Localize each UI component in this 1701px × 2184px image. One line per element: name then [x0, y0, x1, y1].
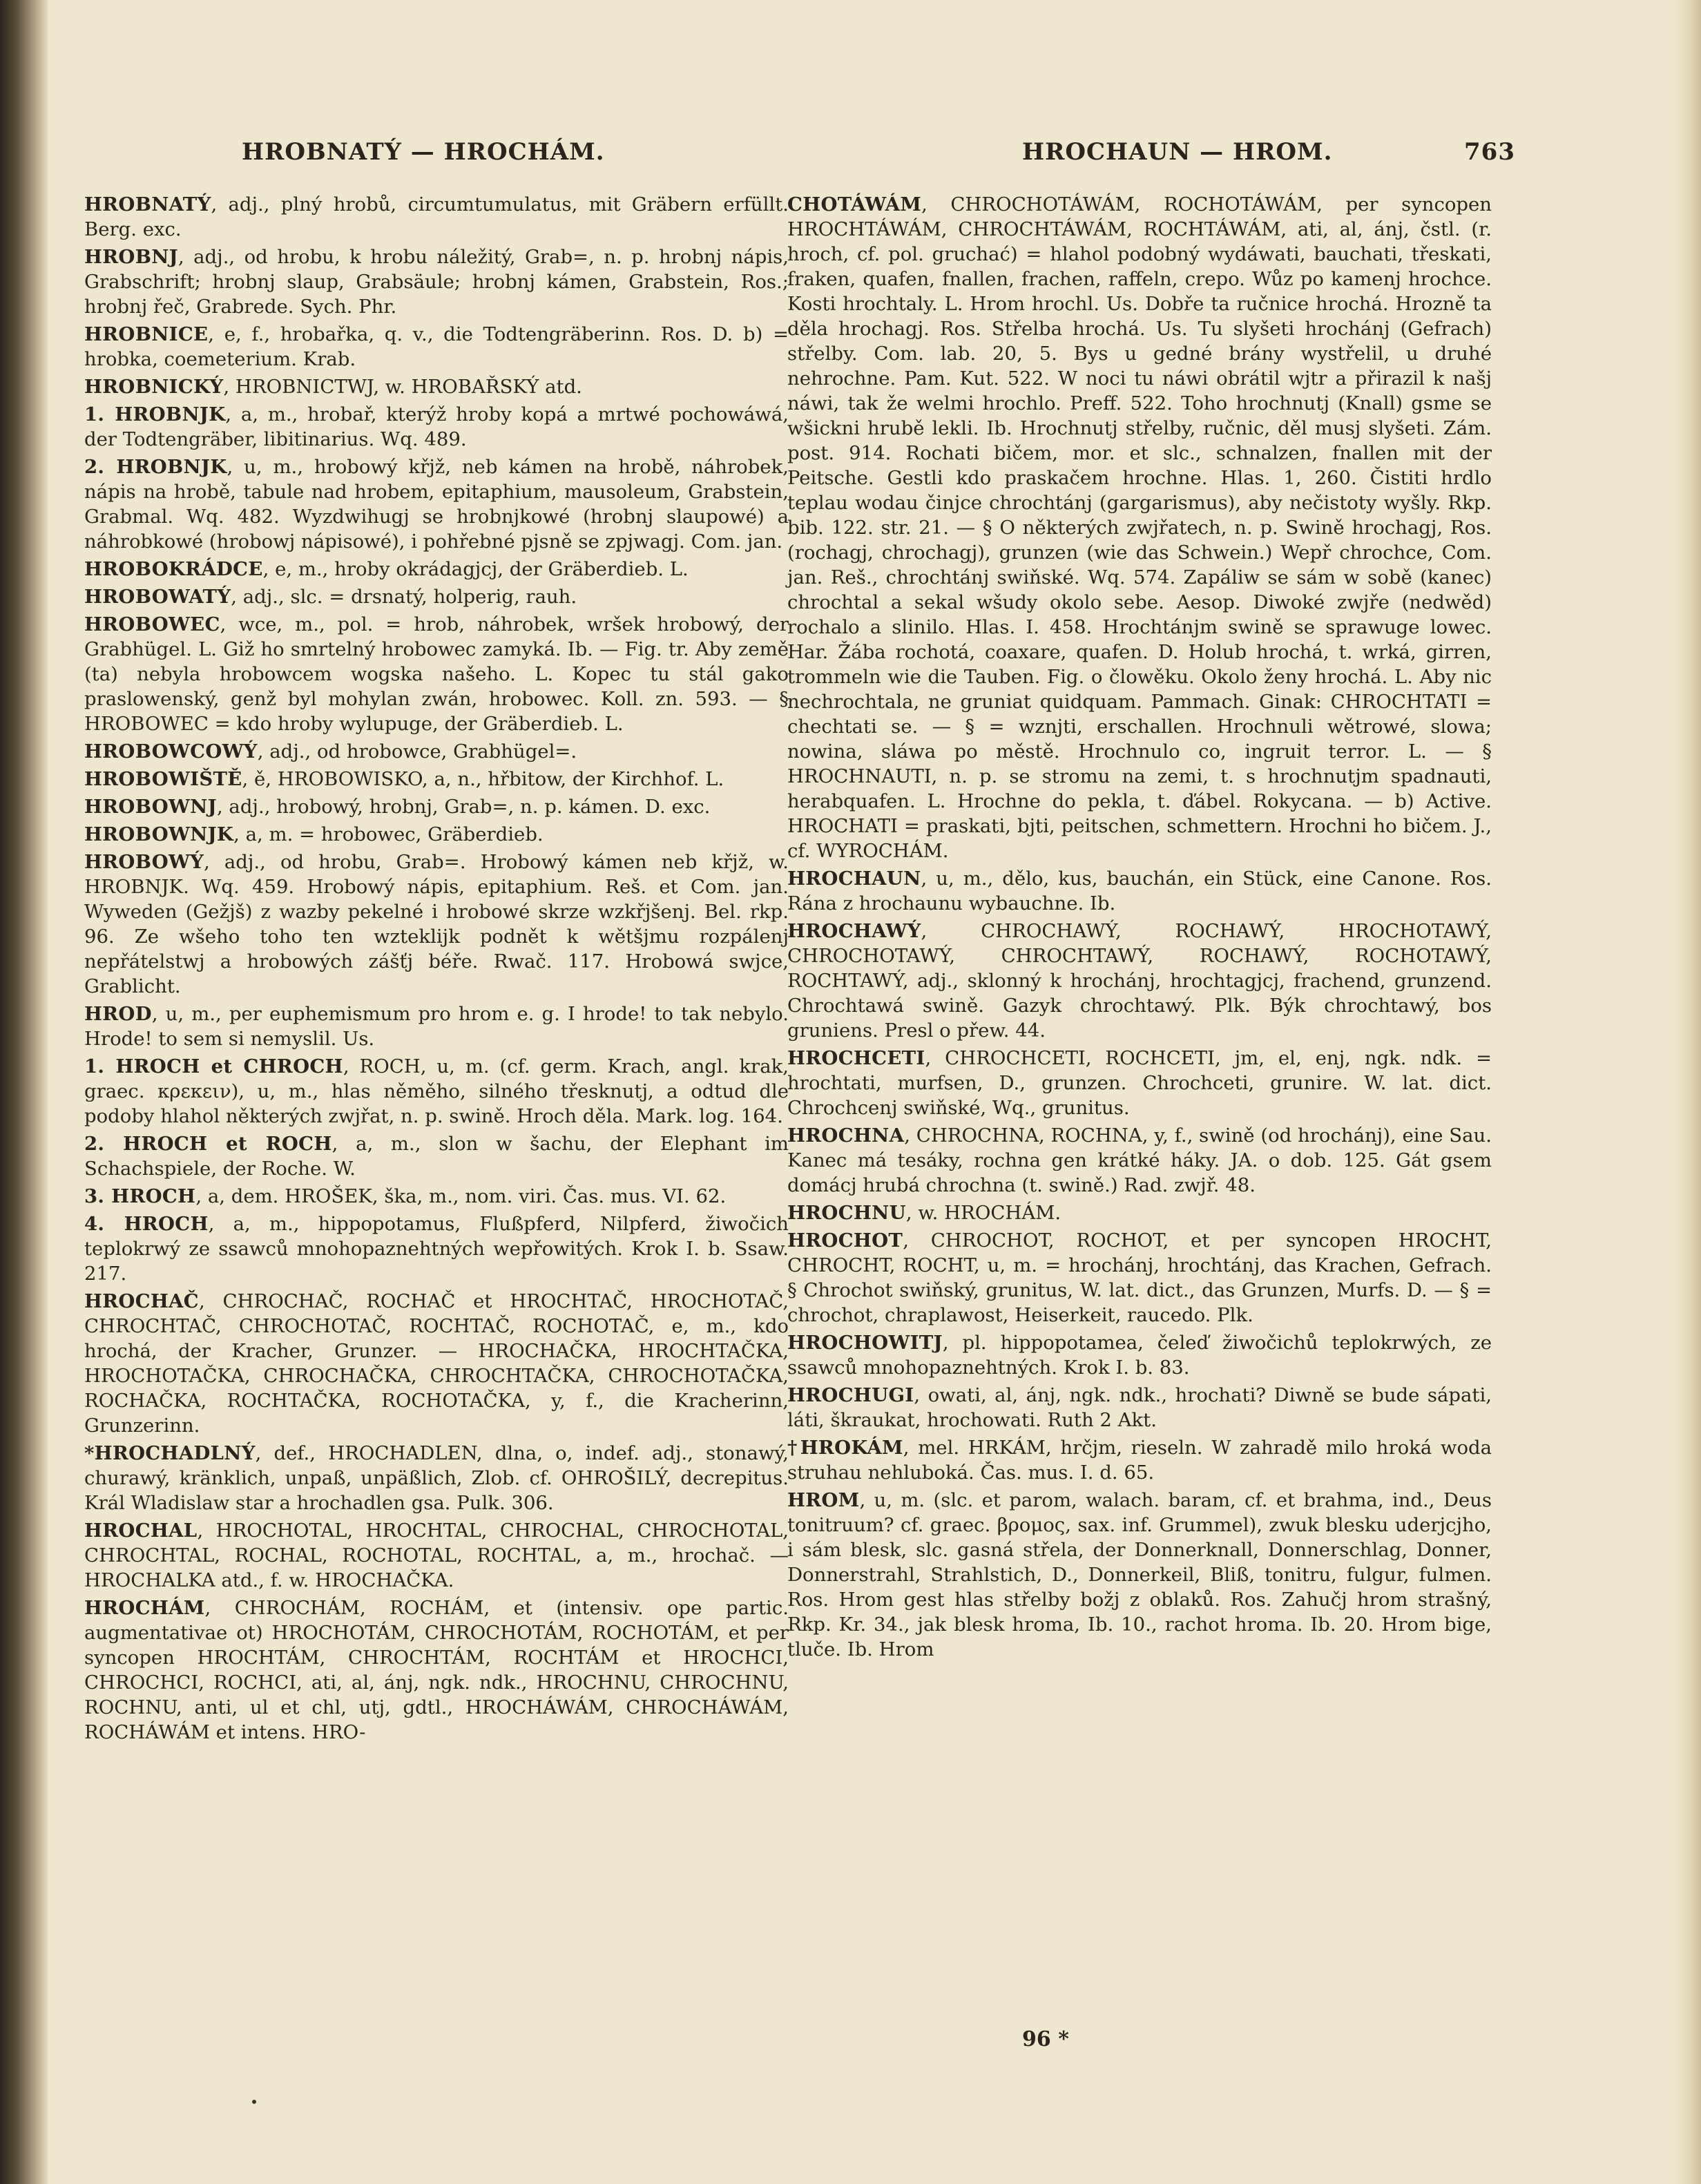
headword: HROCHNA — [787, 1124, 905, 1147]
entry-hroch-4: 4. HROCH, a, m., hippopotamus, Flußpferd, Nilpferd, žiwočich teplokrwý ze ssawců mnohopaznehtných wepřowitých. Krok I. b. Ssaw. 217. — [84, 1213, 789, 1285]
left-column — [84, 192, 789, 1747]
entry-hrochal: HROCHAL, HROCHOTAL, HROCHTAL, CHROCHAL, CHROCHOTAL, CHROCHTAL, ROCHAL, ROCHOTAL, ROCHTAL, a, m., hrochač. — HROCHALKA atd., f. w. HROCHAČKA. — [84, 1520, 789, 1591]
entry-hrochceti: HROCHCETI, CHROCHCETI, ROCHCETI, jm, el, enj, ngk. ndk. = hrochtati, murfsen, D., grunzen. Chrochceti, grunire. W. lat. dict. Chrochcenj swiňské, Wq., grunitus. — [787, 1047, 1492, 1119]
running-head — [83, 138, 1515, 173]
signature-mark: 96 * — [1022, 2027, 1069, 2051]
headword: HROBOWÝ — [84, 851, 204, 873]
entry-hrod: HROD, u, m., per euphemismum pro hrom e. g. I hrode! to tak nebylo. Hrode! to sem si nemyslil. Us. — [84, 1003, 789, 1050]
entry-hrochac: HROCHAČ, CHROCHAČ, ROCHAČ et HROCHTAČ, HROCHOTAČ, CHROCHTAČ, CHROCHOTAČ, ROCHTAČ, ROCHOTAČ, e, m., kdo hrochá, der Kracher, Grunzer. — HROCHAČKA, HROCHTAČKA, HROCHOTAČKA, CHROCHAČKA, CHROCHTAČKA, CHROCHOTAČKA, ROCHAČKA, ROCHTAČKA, ROCHOTAČKA, y, f., die Kracherinn, Grunzerinn. — [84, 1290, 789, 1437]
entry-hrochowitj: HROCHOWITJ, pl. hippopotamea, čeleď žiwočichů teplokrwých, ze ssawců mnohopaznehtných. Krok I. b. 83. — [787, 1332, 1492, 1379]
entry-hrobowcowy: HROBOWCOWÝ, adj., od hrobowce, Grabhügel=. — [84, 740, 577, 763]
headword: †HROKÁM — [787, 1437, 903, 1459]
entry-hroch-1: 1. HROCH et CHROCH, ROCH, u, m. (cf. germ. Krach, angl. krak, graec. κρεκειν), u, m., hlas něměho, silného třesknutj, a odtud dle podoby hlahol některých zwjřat, n. p. swině. Hroch děla. Mark. log. 164. — [84, 1055, 789, 1127]
entry-hrobnice: HROBNICE, e, f., hrobařka, q. v., die Todtengräberinn. Ros. D. b) = hrobka, coemeterium. Krab. — [84, 323, 789, 370]
entry-hroch-2: 2. HROCH et ROCH, a, m., slon w šachu, der Elephant im Schachspiele, der Roche. W. — [84, 1133, 789, 1180]
ink-speck — [252, 2100, 256, 2104]
entry-hrochugi: HROCHUGI, owati, al, ánj, ngk. ndk., hrochati? Diwně se bude sápati, láti, škraukat, hrochowati. Ruth 2 Akt. — [787, 1384, 1492, 1431]
page-number: 763 — [1464, 138, 1515, 166]
entry-hrochot: HROCHOT, CHROCHOT, ROCHOT, et per syncopen HROCHT, CHROCHT, ROCHT, u, m. = hrochánj, hrochtánj, das Krachen, Gefrach. § Chrochot swiňský, grunitus, W. lat. dict., das Grunzen, Murfs. D. — § = chrochot, chraplawost, Heiserkeit, raucedo. Plk. — [787, 1229, 1492, 1326]
entry-hrochawy: HROCHAWÝ, CHROCHAWÝ, ROCHAWÝ, HROCHOTAWÝ, CHROCHOTAWÝ, CHROCHTAWÝ, ROCHAWÝ, ROCHOTAWÝ, ROCHTAWÝ, adj., sklonný k hrochánj, hrochtagjcj, frachend, grunzend. Chrochtawá swině. Gazyk chrochtawý. Plk. Býk chrochtawý, bos gruniens. Presl o přew. 44. — [787, 920, 1492, 1042]
entry-hrobnaty: HROBNATÝ, adj., plný hrobů, circumtumulatus, mit Gräbern erfüllt. Berg. exc. — [84, 193, 789, 240]
entry-hrobnicky: HROBNICKÝ, HROBNICTWJ, w. HROBAŘSKÝ atd. — [84, 376, 582, 398]
entry-hrobnjk-2: 2. HROBNJK, u, m., hrobowý křjž, neb kámen na hrobě, náhrobek, nápis na hrobě, tabule nad hrobem, epitaphium, mausoleum, Grabstein, Grabmal. Wq. 482. Wyzdwihugj se hrobnjkowé (hrobnj slaupowé) a náhrobkowé (hrobowj nápisowé), i pohřebné pjsně se zpjwagj. Com. jan. — [84, 456, 789, 553]
headword: HROBOWATÝ — [84, 586, 231, 608]
headword: HROBNJ — [84, 246, 178, 268]
book-gutter — [0, 0, 48, 2184]
entry-hrocham: HROCHÁM, CHROCHÁM, ROCHÁM, et (intensiv. ope partic. augmentativae ot) HROCHOTÁM, CHROCHOTÁM, ROCHOTÁM, et per syncopen HROCHTÁM, CHROCHTÁM, ROCHTÁM et HROCHCI, CHROCHCI, ROCHCI, ati, al, ánj, ngk. ndk., HROCHNU, CHROCHNU, ROCHNU, anti, ul et chl, utj, gdtl., HROCHÁWÁM, CHROCHÁWÁM, ROCHÁWÁM et intens. HRO- — [84, 1597, 789, 1743]
headword: CHOTÁWÁM — [787, 193, 922, 215]
headword: HROBOWNJK — [84, 823, 234, 845]
entry-hrobnj: HROBNJ, adj., od hrobu, k hrobu náležitý, Grab=, n. p. hrobnj nápis, Grabschrift; hrobnj slaup, Grabsäule; hrobnj kámen, Grabstein, Ros.; hrobnj řeč, Grabrede. Sych. Phr. — [84, 246, 789, 318]
headword: 2. HROBNJK — [84, 456, 227, 478]
header-right: HROCHAUN — HROM. — [1022, 138, 1333, 166]
headword: HROCHCETI — [787, 1047, 925, 1069]
entry-hrobowy: HROBOWÝ, adj., od hrobu, Grab=. Hrobowý kámen neb křjž, w. HROBNJK. Wq. 459. Hrobowý nápis, epitaphium. Reš. et Com. jan. Wyweden (Gežjš) z wazby pekelné i hrobowé skrze wzkřjšenj. Bel. rkp. 96. Ze wšeho toho ten wzteklijk podnět k wětšjmu rozpálenj nepřátelstwj a hrobowých zášťj béře. Rwač. 117. Hrobowá swjce, Grablicht. — [84, 851, 789, 997]
headword: HROCHAČ — [84, 1290, 199, 1312]
headword: HROBOWCOWÝ — [84, 740, 258, 763]
right-column — [787, 192, 1492, 1665]
entry-hrobowiste: HROBOWIŠTĚ, ě, HROBOWISKO, a, n., hřbitow, der Kirchhof. L. — [84, 768, 724, 790]
headword: HROBOWNJ — [84, 796, 217, 818]
headword: HROM — [787, 1489, 860, 1511]
entry-hrobnjk-1: 1. HROBNJK, a, m., hrobař, kterýž hroby kopá a mrtwé pochowáwá, der Todtengräber, libitinarius. Wq. 489. — [84, 403, 789, 450]
headword: 3. HROCH — [84, 1185, 196, 1207]
header-left: HROBNATÝ — HROCHÁM. — [242, 138, 605, 166]
headword: HROCHNU — [787, 1202, 906, 1224]
headword: *HROCHADLNÝ — [84, 1442, 256, 1464]
headword: HROBOWIŠTĚ — [84, 768, 242, 790]
entry-hrobownjk: HROBOWNJK, a, m. = hrobowec, Gräberdieb. — [84, 823, 544, 845]
headword: HROCHOT — [787, 1229, 903, 1252]
headword: HROCHOWITJ — [787, 1332, 943, 1354]
headword: 4. HROCH — [84, 1213, 209, 1235]
entry-hrobowec: HROBOWEC, wce, m., pol. = hrob, náhrobek, wršek hrobowý, der Grabhügel. L. Giž ho smrtelný hrobowec zamyká. Ib. — Fig. tr. Aby země (ta) nebyla hrobowcem wogska našeho. L. Kopec tu stál gako praslowenský, genž byl mohylan zwán, hrobowec. Koll. zn. 593. — § HROBOWEC = kdo hroby wylupuge, der Gräberdieb. L. — [84, 613, 789, 735]
headword: 2. HROCH et ROCH — [84, 1133, 332, 1155]
entry-hrochaun: HROCHAUN, u, m., dělo, kus, bauchán, ein Stück, eine Canone. Ros. Rána z hrochaunu wybauchne. Ib. — [787, 868, 1492, 914]
entry-hrokam: †HROKÁM, mel. HRKÁM, hrčjm, rieseln. W zahradě milo hroká woda struhau nehluboká. Čas. mus. I. d. 65. — [787, 1437, 1492, 1484]
headword: HROCHUGI — [787, 1384, 914, 1406]
headword: HROCHAL — [84, 1520, 198, 1542]
entry-hroch-3: 3. HROCH, a, dem. HROŠEK, ška, m., nom. viri. Čas. mus. VI. 62. — [84, 1185, 727, 1207]
entry-hrochadlny: *HROCHADLNÝ, def., HROCHADLEN, dlna, o, indef. adj., stonawý, churawý, kränklich, unpaß, unpäßlich, Zlob. cf. OHROŠILÝ, decrepitus. Král Wladislaw star a hrochadlen gsa. Pulk. 306. — [84, 1442, 789, 1514]
entry-hrochnu: HROCHNU, w. HROCHÁM. — [787, 1202, 1061, 1224]
headword: HROBNICE — [84, 323, 209, 345]
headword: HROCHÁM — [84, 1597, 205, 1619]
headword: HROBOKRÁDCE — [84, 558, 263, 580]
entry-hrobokradce: HROBOKRÁDCE, e, m., hroby okrádagjcj, der Gräberdieb. L. — [84, 558, 689, 580]
headword: HROBOWEC — [84, 613, 220, 635]
entry-hrobowaty: HROBOWATÝ, adj., slc. = drsnatý, holperig, rauh. — [84, 586, 577, 608]
entry-hrocham-cont: CHOTÁWÁM, CHROCHOTÁWÁM, ROCHOTÁWÁM, per syncopen HROCHTÁWÁM, CHROCHTÁWÁM, ROCHTÁWÁM, ati, al, ánj, čstl. (r. hroch, cf. pol. gruchać) = hlahol podobný wydáwati, bauchati, třeskati, fraken, quafen, fnallen, frachen, raffeln, crepo. Wůz po kamenj hrochce. Kosti hrochtaly. L. Hrom hrochl. Us. Dobře ta ručnice hrochá. Hrozně ta děla hrochagj. Ros. Střelba hrochá. Us. Tu slyšeti hrochánj (Gefrach) střelby. Com. lab. 20, 5. Bys u gedné brány wystřelil, u druhé nehrochne. Pam. Kut. 522. W noci tu náwi obrátil wjtr a přirazil k našj náwi, tak že welmi hrochlo. Preff. 522. Toho hrochnutj (Knall) gsme se wšickni hrubě lekli. Ib. Hrochnutj střelby, ručnic, děl musj slyšeti. Zám. post. 914. Rochati bičem, mor. et slc., schnalzen, fnallen mit der Peitsche. Gestli kdo praskačem hrochne. Hlas. 1, 260. Čistiti hrdlo teplau wodau činjce chrochtánj (gargarismus), aby nečistoty wyšly. Rkp. bib. 122. str. 21. — § O některých zwjřatech, n. p. Swině hrochagj, Ros. (rochagj, chrochagj), grunzen (wie das Schwein.) Wepř chrochce, Com. jan. Reš., chrochtánj swiňské. Wq. 574. Zapáliw se sám w sobě (kanec) chrochtal a sekal wšudy okolo sebe. Aesop. Diwoké zwjře (nedwěd) rochalo a slinilo. Hlas. I. 458. Hrochtánjm swině se sprawuge lowec. Har. Žába rochotá, coaxare, quafen. D. Holub hrochá, t. wrká, girren, trommeln wie die Tauben. Fig. o člowěku. Okolo ženy hrochá. L. Aby nic nechrochtala, ne gruniat quidquam. Pammach. Ginak: CHROCHTATI = chechtati se. — § = wznjti, erschallen. Hrochnuli wětrowé, slowa; nowina, sláwa po městě. Hrochnulo co, ingruit terror. L. — § HROCHNAUTI, n. p. se stromu na zemi, t. s hrochnutjm spadnauti, herabquafen. L. Hrochne do pekla, t. ďábel. Rokycana. — b) Active. HROCHATI = praskati, bjti, peitschen, schmettern. Hrochni ho bičem. J., cf. WYROCHÁM. — [787, 193, 1492, 862]
headword: HROBNICKÝ — [84, 376, 224, 398]
headword: HROBNATÝ — [84, 193, 211, 215]
headword: 1. HROBNJK — [84, 403, 226, 425]
headword: HROCHAWÝ — [787, 920, 921, 942]
headword: HROD — [84, 1003, 152, 1025]
entry-hrochna: HROCHNA, CHROCHNA, ROCHNA, y, f., swině (od hrochánj), eine Sau. Kanec má tesáky, rochna gen krátké háky. JA. o dob. 125. Gát gsem domácj hrubá chrochna (t. swině.) Rad. zwjř. 48. — [787, 1124, 1492, 1196]
page-edge — [1673, 0, 1701, 2184]
entry-hrom: HROM, u, m. (slc. et parom, walach. baram, cf. et brahma, ind., Deus tonitruum? cf. graec. βρομος, sax. inf. Grummel), zwuk blesku uderjcjho, i sám blesk, slc. gasná střela, der Donnerknall, Donnerschlag, Donner, Donnerstrahl, Strahlstich, D., Donnerkeil, Bliß, tonitru, fulgur, fulmen. Ros. Hrom gest hlas střelby božj z oblaků. Ros. Zahučj hrom strašný, Rkp. Kr. 34., jak blesk hroma, Ib. 10., rachot hroma. Ib. 20. Hrom bige, tluče. Ib. Hrom — [787, 1489, 1492, 1660]
headword: HROCHAUN — [787, 868, 921, 890]
entry-hrobownj: HROBOWNJ, adj., hrobowý, hrobnj, Grab=, n. p. kámen. D. exc. — [84, 796, 711, 818]
headword: 1. HROCH et CHROCH — [84, 1055, 343, 1077]
